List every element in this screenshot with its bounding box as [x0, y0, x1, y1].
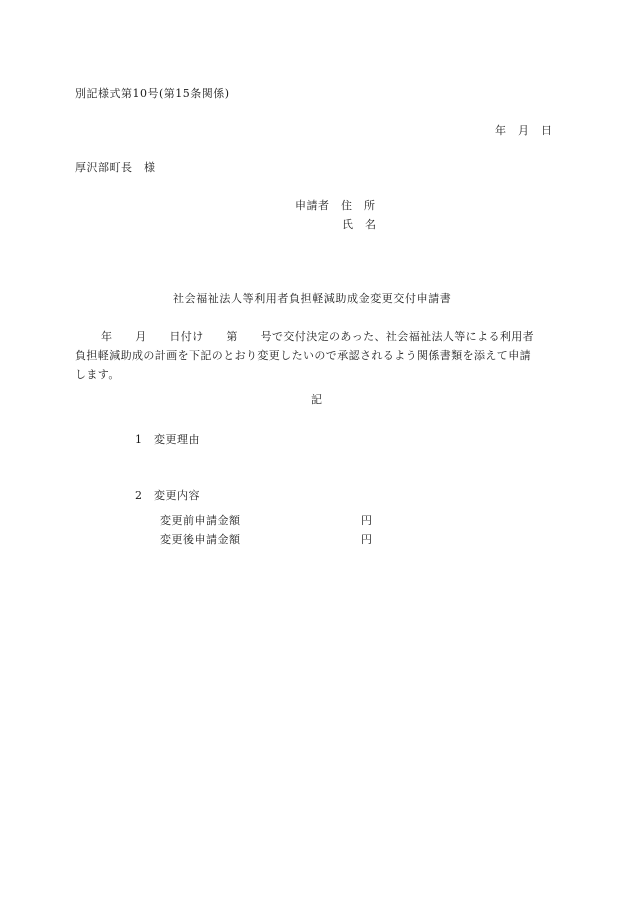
body-line-3: します。 [75, 368, 120, 381]
document-title: 社会福祉法人等利用者負担軽減助成金変更交付申請書 [173, 292, 452, 305]
item-1-change-reason: 1 変更理由 [135, 433, 200, 446]
before-amount-unit: 円 [361, 514, 373, 527]
date-line: 年 月 日 [495, 124, 553, 137]
item-2-change-details: 2 変更内容 [135, 489, 200, 502]
body-line-2: 負担軽減助成の計画を下記のとおり変更したいので承認されるよう関係書類を添えて申請 [75, 349, 531, 362]
recipient: 厚沢部町長 様 [75, 161, 156, 174]
body-line-1: 年 月 日付け 第 号で交付決定のあった、社会福祉法人等による利用者 [101, 330, 535, 343]
applicant-address-label: 申請者 住 所 [295, 199, 376, 212]
applicant-name-label: 氏 名 [342, 218, 377, 231]
before-amount-label: 変更前申請金額 [160, 514, 241, 527]
after-amount-unit: 円 [361, 533, 373, 546]
after-amount-label: 変更後申請金額 [160, 533, 241, 546]
ki-heading: 記 [311, 393, 323, 406]
form-number-header: 別記様式第10号(第15条関係) [75, 87, 230, 100]
